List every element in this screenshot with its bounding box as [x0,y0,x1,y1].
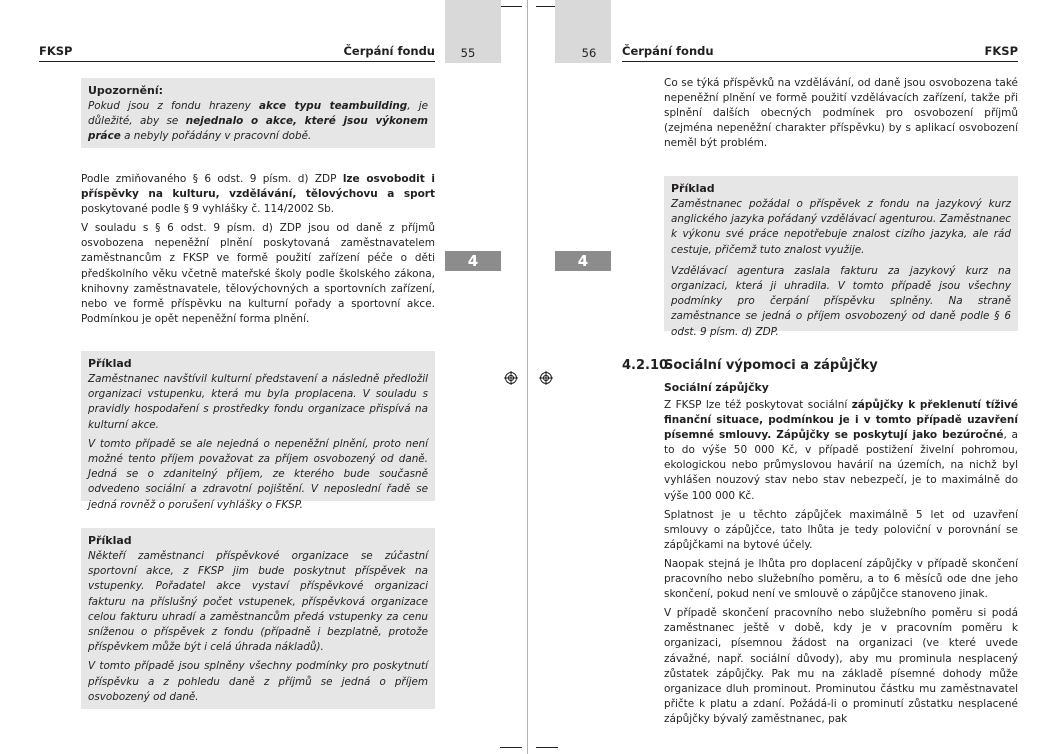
example-paragraph: V tomto případě jsou splněny všechny podmínky pro poskytnutí příspěvku a z pohledu daně z příjmů se jedná o příjem osvobozený od daně. [88,660,428,703]
example-title: Příklad [88,357,132,370]
paragraph-part: , a to do výše 50 000 Kč, v případě postižení živelní pohromou, ekologickou nebo průmyslovou havárií na územích, na nichž byl vyhlášen nouzový stav nebo stav nebezpečí, je to maximálně do výše 100 000 Kč. [664,429,1018,502]
warning-text-part: a nebyly pořádány v pracovní době. [120,130,312,143]
subheading: Sociální zápůjčky [664,381,769,394]
section-title: Sociální výpomoci a zápůjčky [664,358,878,373]
body-paragraph [81,172,435,217]
warning-title: Upozornění: [88,84,164,97]
example-paragraph: Zaměstnanec navštívil kulturní představení a následně předložil organizaci vstupenku, která mu byla proplacena. V souladu s pravidly hospodaření s prostředky fondu organizace přispívá na kulturní akce. [88,373,428,431]
example-box [81,351,435,511]
example-title: Příklad [88,534,132,547]
warning-text-bold: nejednalo o akce, které jsou výkonem práce [88,115,428,143]
header-rule [622,61,1018,62]
body-paragraph: Co se týká příspěvků na vzdělávání, od daně jsou osvobozena také nepeněžní plnění ve formě použití vzdělávacích zařízení, takže při splnění dalších obecných podmínek pro osvobození příjmů (zejména nepeněžní charakter příspěvku) by s aplikací osvobození neměl být problém. [664,77,1018,150]
example-title: Příklad [671,182,715,195]
warning-text-part: Pokud jsou z fondu hrazeny [88,100,259,112]
body-paragraph: V souladu s § 6 odst. 9 písm. d) ZDP jsou od daně z příjmů osvobozena nepeněžní plnění poskytovaná zaměstnavatelem zaměstnancům z FKSP ve formě použití zařízení péče o děti předškolního věku včetně mateřské školy podle školského zákona, knihovny zaměstnavatele, tělovýchovných a sportovních zařízení, nebo ve formě příspěvku na kulturní pořady a sportovní akce. Podmínkou je opět nepeněžní forma plnění. [81,222,435,325]
body-paragraph [664,398,1018,504]
header-rule [39,61,435,62]
section-number: 4.2.10 [622,358,669,373]
example-paragraph: Někteří zaměstnanci příspěvkové organizace se zúčastní sportovní akce, z FKSP jim bude poskytnut příspěvek na vstupenky. Pořadatel akce vystaví příspěvkové organizaci fakturu na příslušný počet vstupenek, příspěvková organizace celou fakturu uhradí a zaměstnancům předá vstupenky za cenu sníženou o příspěvek z fondu (případně i bezplatně, protože příspěvkem může být i celá úhrada nákladů). [88,550,428,654]
page-number: 55 [460,46,476,60]
right-body-intro [664,76,1018,155]
example-paragraph: Vzdělávací agentura zaslala fakturu za jazykový kurz na organizaci, která ji uhradila. V tomto případě jsou všechny podmínky pro čerpání příspěvku splněny. Na straně zaměstnance se jedná o příjem osvobozený od daně podle § 6 odst. 9 písm. d) ZDP. [671,264,1011,338]
chapter-tab: 4 [555,251,611,271]
warning-text-part: , je důležité, aby se [88,100,428,128]
right-page [528,0,1063,754]
running-header-left: Čerpání fondu [622,44,714,58]
right-body-text [664,381,1018,731]
example-paragraph: Zaměstnanec požádal o příspěvek z fondu na jazykový kurz anglického jazyka pořádaný vzdělávací agenturou. Zaměstnanec k výkonu své práce nepotřebuje znalost cizího jazyka, ale rád cestuje, přičemž tuto znalost využije. [671,198,1011,256]
warning-box [81,78,435,148]
paragraph-part: Z FKSP lze též poskytovat sociální [664,399,852,411]
warning-text-bold: akce typu teambuilding [258,100,408,112]
paragraph-bold: zápůjčky k překlenutí tíživé finanční situace, podmínkou je i v tomto případě uzavření písemné smlouvy. Zápůjčky se poskytují jako bezúročné [664,399,1018,442]
paragraph-bold: lze osvobodit i příspěvky na kulturu, vzdělávání, tělovýchovu a sport [81,173,435,201]
running-header-left: FKSP [39,44,73,58]
running-header-right: Čerpání fondu [343,44,435,58]
warning-text [88,99,428,145]
paragraph-part: poskytované podle § 9 vyhlášky č. 114/2002 Sb. [81,203,335,216]
chapter-tab: 4 [445,251,501,271]
example-box [81,528,435,709]
running-header-right: FKSP [984,44,1018,58]
example-box [664,176,1018,338]
page-number: 56 [581,46,597,60]
body-paragraph: Splatnost je u těchto zápůjček maximálně 5 let od uzavření smlouvy o zápůjčce, tato lhůta je tedy poloviční v porovnání se zápůjčkami na bytové účely. [664,508,1018,551]
example-paragraph: V tomto případě se ale nejedná o nepeněžní plnění, proto není možné tento příjem považovat za příjem osvobozený od daně. Jedná se o zdanitelný příjem, ze kterého bude současně odvedeno sociální a zdravotní pojištění. V neposlední řadě se jedná rovněž o porušení vyhlášky o FKSP. [88,437,428,511]
body-paragraph: V případě skončení pracovního nebo služebního poměru si podá zaměstnanec ještě v době, kdy je v pracovním poměru k organizaci, písemnou žádost na organizaci (ve které uvede závažné, např. sociální důvody), aby mu prominula nesplacený zůstatek zápůjčky. Pak mu na základě písemné dohody může organizace dluh prominout. Prominutou částku mu zaměstnavatel přičte k platu a zdaní. Požádá-li o prominutí zůstatku nesplacené zápůjčky bývalý zaměstnanec, pak [664,607,1018,725]
body-paragraph: Naopak stejná je lhůta pro doplacení zápůjčky v případě skončení pracovního nebo služebního poměru, a to 6 měsíců ode dne jeho skončení, pokud není ve smlouvě o zápůjčce stanoveno jinak. [664,557,1018,601]
paragraph-part: Podle zmiňovaného § 6 odst. 9 písm. d) ZDP [81,173,343,185]
left-page [0,0,527,754]
left-body-text [81,172,435,331]
